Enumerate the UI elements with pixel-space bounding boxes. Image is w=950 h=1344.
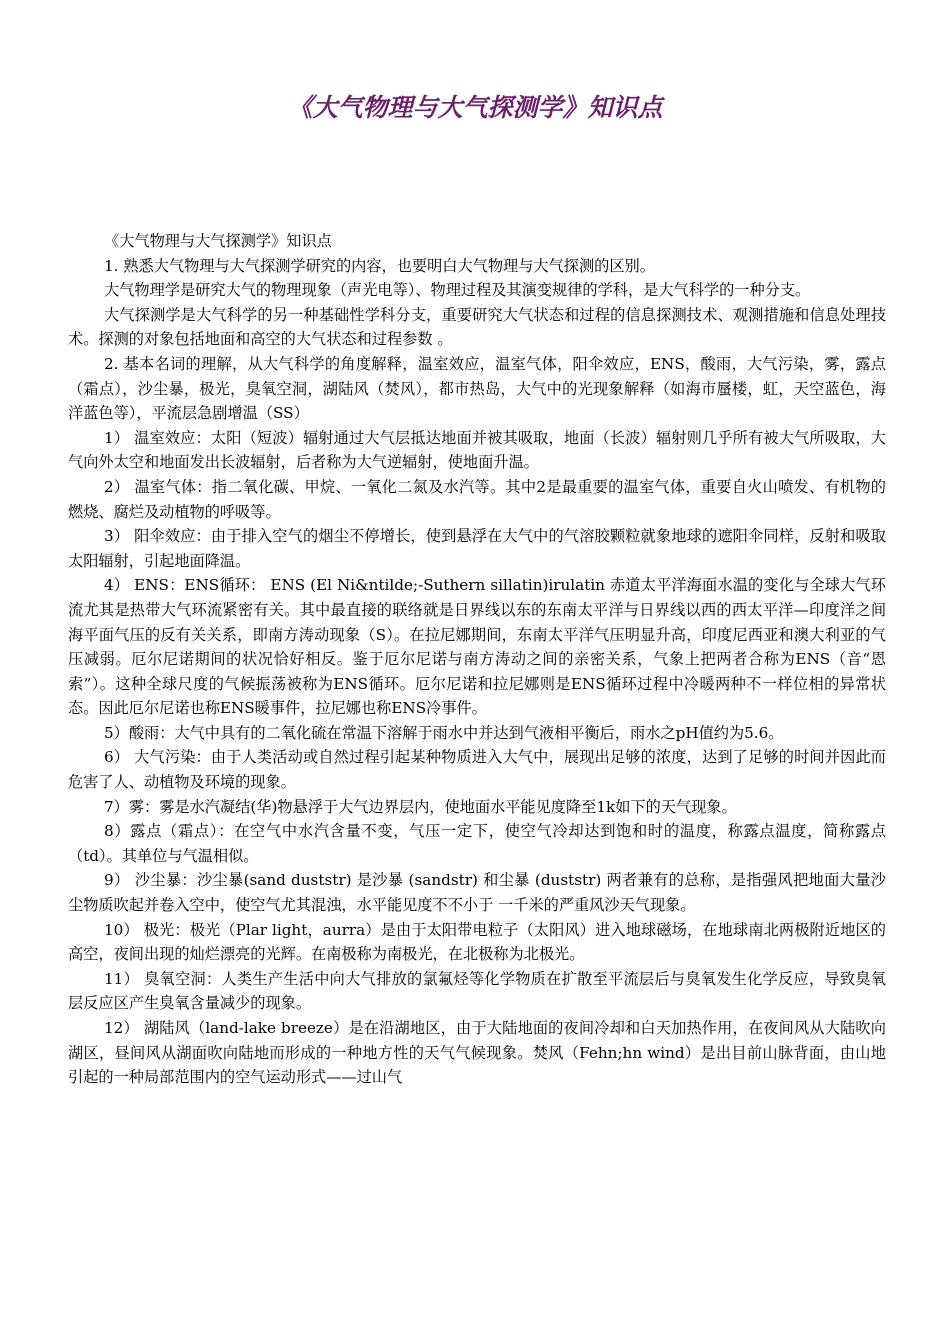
paragraph: 2. 基本名词的理解，从大气科学的角度解释，温室效应，温室气体，阳伞效应，ENS，酸雨，大气污染，雾，露点（霜点），沙尘暴，极光，臭氧空洞，湖陆风（焚风），都市热岛，大气中的光现象解释（如海市蜃楼，虹，天空蓝色，海洋蓝色等），平流层急剧增温（SS）	[68, 354, 886, 423]
page-title: 《大气物理与大气探测学》知识点	[287, 93, 663, 122]
paragraph: 6） 大气污染：由于人类活动或自然过程引起某种物质进入大气中，展现出足够的浓度，达到了足够的时间并因此而危害了人、动植物及环境的现象。	[68, 748, 886, 792]
paragraph: 11） 臭氧空洞：人类生产生活中向大气排放的氯氟烃等化学物质在扩散至平流层后与臭氧发生化学反应，导致臭氧层反应区产生臭氧含量减少的现象。	[68, 969, 886, 1013]
paragraph: 7）雾：雾是水汽凝结(华)物悬浮于大气边界层内，使地面水平能见度降至1k如下的天气现象。	[104, 797, 737, 816]
paragraph: 10） 极光：极光（Plar light，aurra）是由于太阳带电粒子（太阳风）进入地球磁场，在地球南北两极附近地区的高空，夜间出现的灿烂漂亮的光辉。在南极称为南极光，在北极称为北极光。	[68, 920, 886, 964]
paragraph: 2） 温室气体：指二氧化碳、甲烷、一氧化二氮及水汽等。其中2是最重要的温室气体，重要自火山喷发、有机物的燃烧、腐烂及动植物的呼吸等。	[68, 477, 886, 521]
paragraph: 1） 温室效应：太阳（短波）辐射通过大气层抵达地面并被其吸取，地面（长波）辐射则几乎所有被大气所吸取，大气向外太空和地面发出长波辐射，后者称为大气逆辐射，使地面升温。	[68, 428, 886, 472]
paragraph: 大气探测学是大气科学的另一种基础性学科分支，重要研究大气状态和过程的信息探测技术、观测措施和信息处理技术。探测的对象包括地面和高空的大气状态和过程参数 。	[68, 305, 886, 349]
paragraph-heading: 《大气物理与大气探测学》知识点	[104, 232, 332, 250]
paragraph: 1. 熟悉大气物理与大气探测学研究的内容，也要明白大气物理与大气探测的区别。	[104, 256, 655, 275]
paragraph: 9） 沙尘暴：沙尘暴(sand duststr) 是沙暴 (sandstr) 和尘暴 (duststr) 两者兼有的总称，是指强风把地面大量沙尘物质吹起并卷入空中，使空气尤其混浊，水平能见度不不小于 一千米的严重风沙天气现象。	[68, 871, 886, 915]
paragraph: 4） ENS：ENS循环： ENS (El Ni&ntilde;-Suthern sillatin)irulatin 赤道太平洋海面水温的变化与全球大气环流尤其是热带大气环流紧密有关。其中最直接的联络就是日界线以东的东南太平洋与日界线以西的西太平洋—印度洋之间海平面气压的反有关关系，即南方涛动现象（S）。在拉尼娜期间，东南太平洋气压明显升高，印度尼西亚和澳大利亚的气压减弱。厄尔尼诺期间的状况恰好相反。鉴于厄尔尼诺与南方涛动之间的亲密关系，气象上把两者合称为ENS（音“恩索”）。这种全球尺度的气候振荡被称为ENS循环。厄尔尼诺和拉尼娜则是ENS循环过程中冷暖两种不一样位相的异常状态。因此厄尔尼诺也称ENS暖事件，拉尼娜也称ENS冷事件。	[68, 576, 886, 718]
paragraph: 3） 阳伞效应：由于排入空气的烟尘不停增长，使到悬浮在大气中的气溶胶颗粒就象地球的遮阳伞同样，反射和吸取太阳辐射，引起地面降温。	[68, 527, 886, 570]
paragraph: 8）露点（霜点）：在空气中水汽含量不变，气压一定下，使空气冷却达到饱和时的温度，称露点温度，简称露点（td）。其单位与气温相似。	[68, 822, 886, 865]
document-body	[68, 229, 886, 1090]
paragraph: 大气物理学是研究大气的物理现象（声光电等）、物理过程及其演变规律的学科，是大气科学的一种分支。	[104, 281, 811, 300]
paragraph: 12） 湖陆风（land-lake breeze）是在沿湖地区，由于大陆地面的夜间冷却和白天加热作用，在夜间风从大陆吹向湖区，昼间风从湖面吹向陆地而形成的一种地方性的天气气候现象。焚风（Fehn;hn wind）是出目前山脉背面，由山地引起的一种局部范围内的空气运动形式——过山气	[68, 1019, 886, 1087]
paragraph: 5）酸雨：大气中具有的二氧化硫在常温下溶解于雨水中并达到气液相平衡后，雨水之pH值约为5.6。	[104, 723, 784, 742]
